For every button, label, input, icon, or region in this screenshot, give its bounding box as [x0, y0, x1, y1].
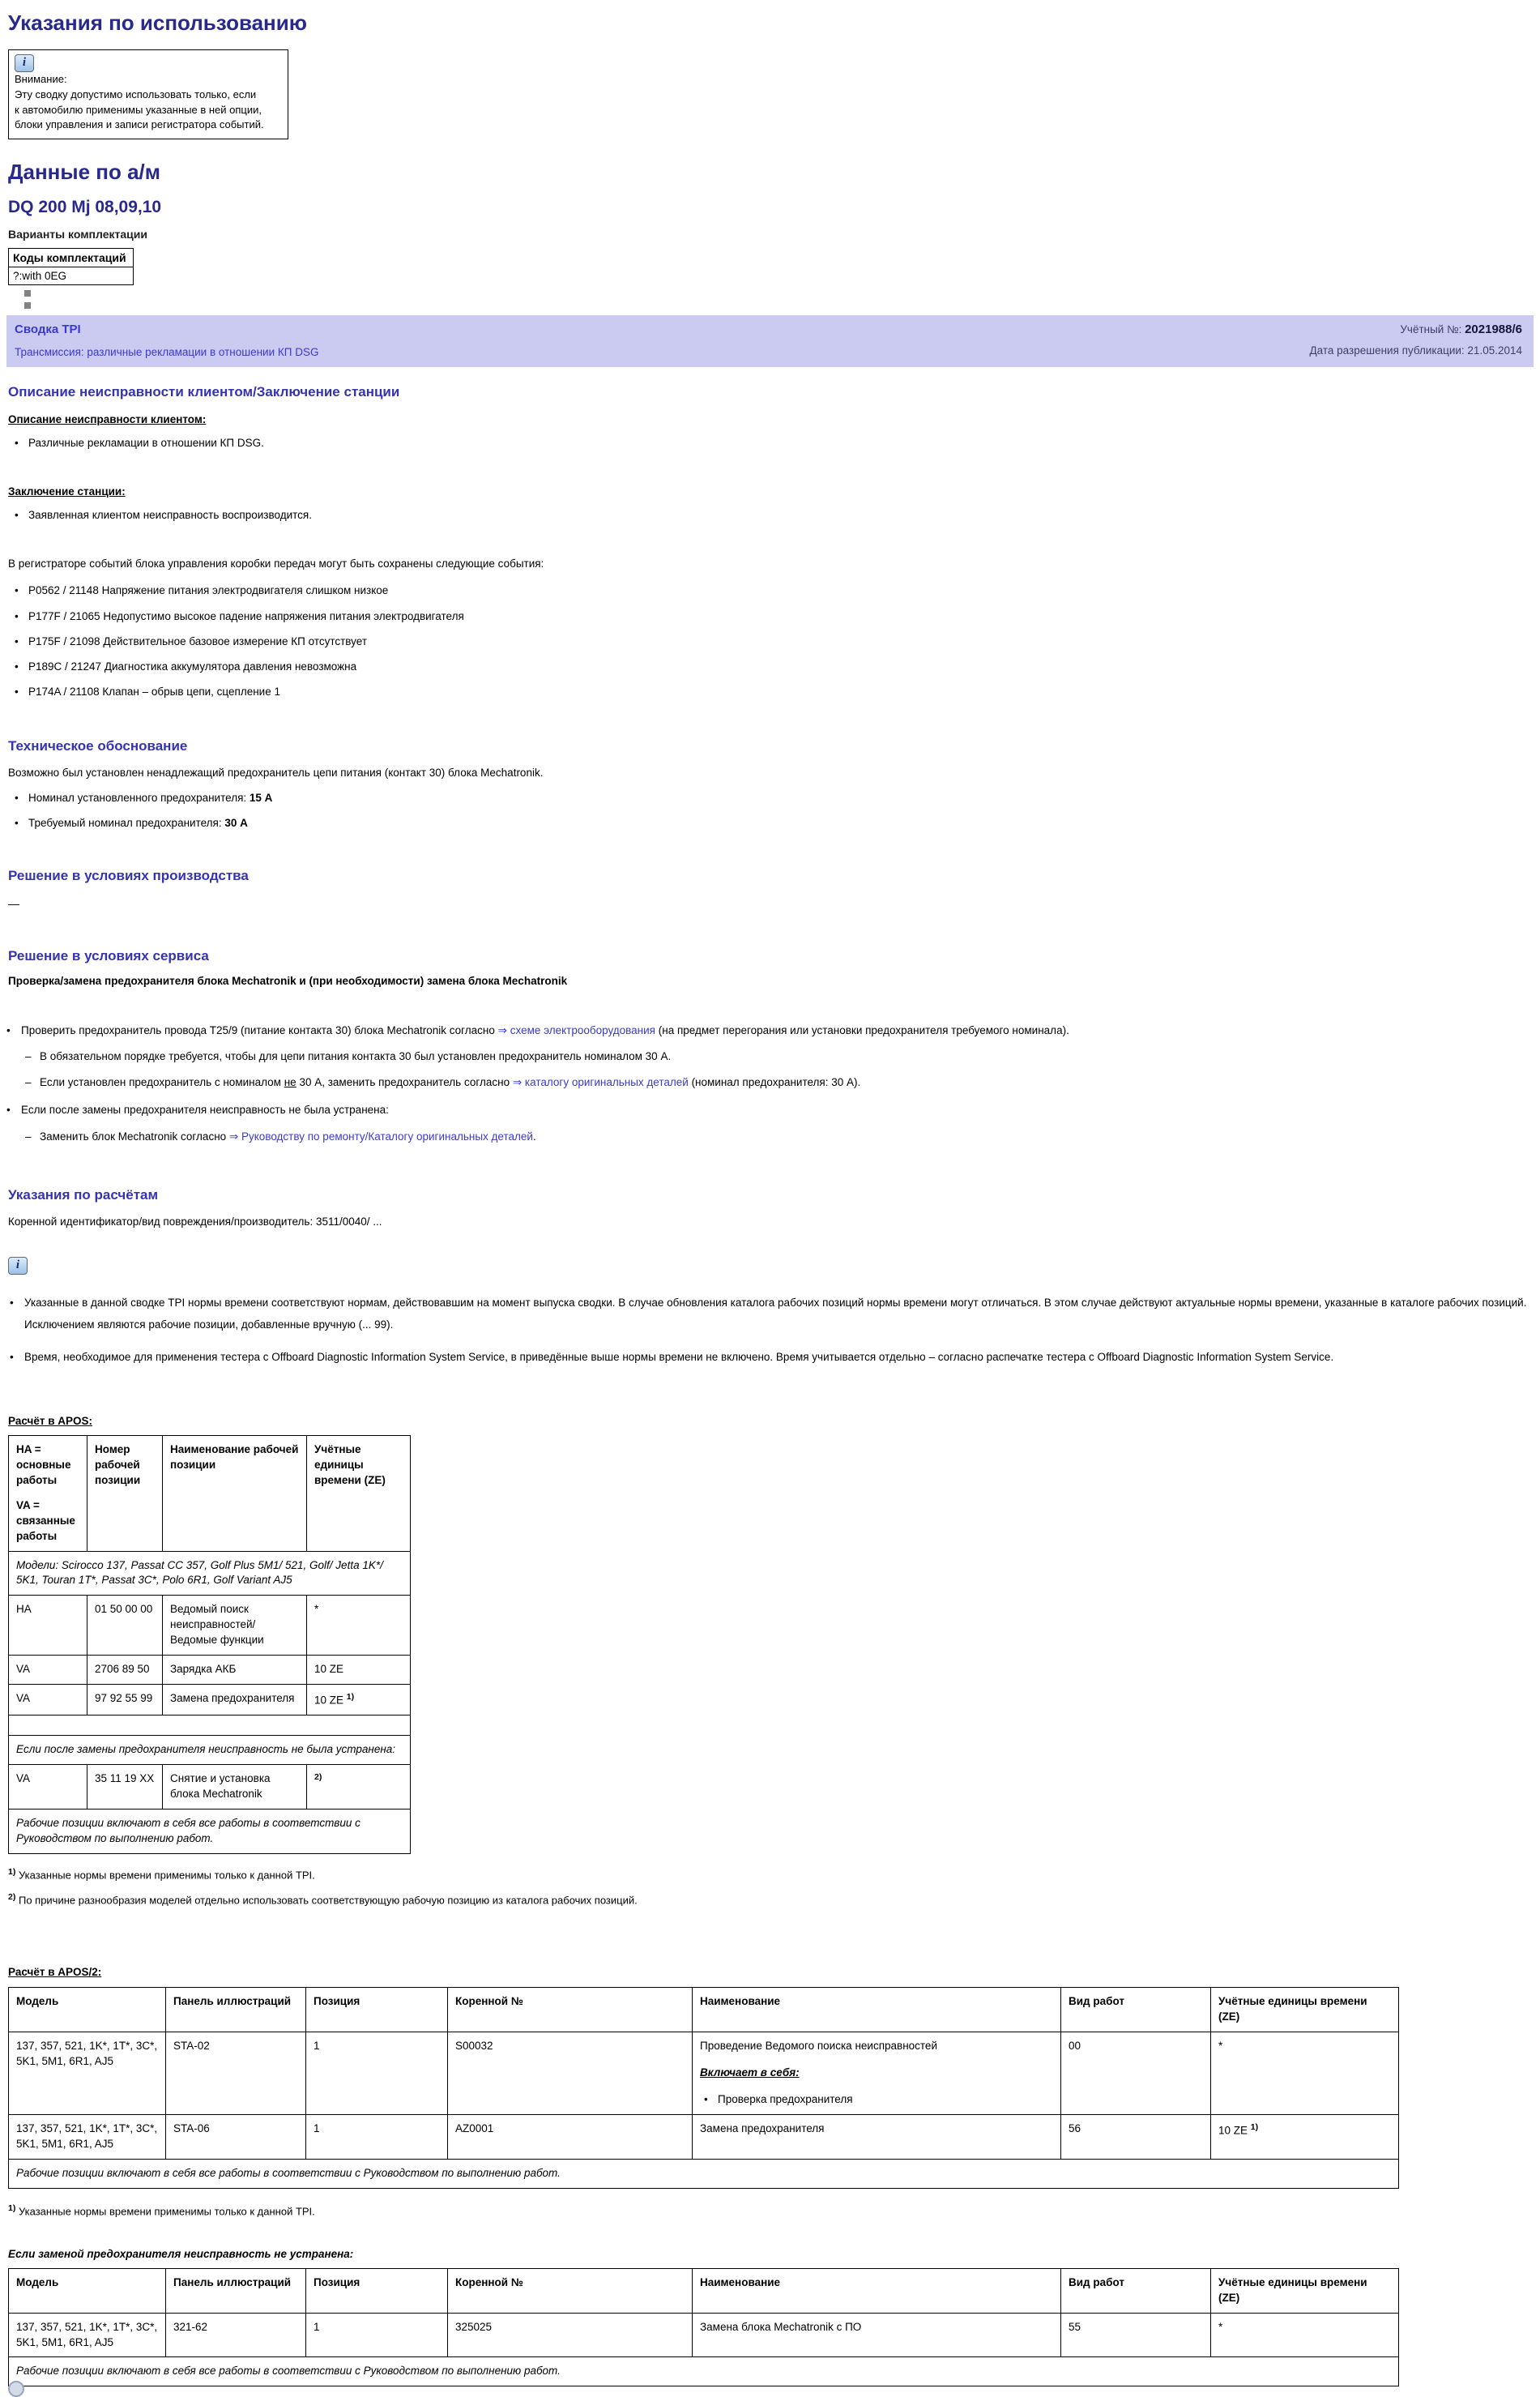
banner-left: [15, 323, 318, 358]
table-row: 137, 357, 521, 1K*, 1T*, 3C*, 5K1, 5M1, 6R1, AJ5 STA-02 1 S00032 Проведение Ведомого поиска неисправностей Включает в себя: • Проверка предохранителя 00 *: [9, 2032, 1399, 2115]
footnote: $^{1)}$ Указанные нормы времени применимы только к данной TPI.: [8, 1866, 315, 1882]
root-identifier-line: Коренной идентификатор/вид повреждения/производитель: 3511/0040/ ...: [8, 1216, 382, 1228]
service-step-item: • Если после замены предохранителя неисправность не была устранена:: [0, 1104, 1540, 1117]
models-row: Модели: Scirocco 137, Passat CC 357, Golf Plus 5M1/ 521, Golf/ Jetta 1K*/ 5K1, Touran 1T*, Passat 3C*, Polo 6R1, Golf Variant AJ5: [9, 1551, 411, 1596]
arrow-icon: ⇒: [228, 1130, 239, 1143]
table-row: VA 2706 89 50 Зарядка АКБ 10 ZE: [9, 1656, 411, 1685]
attention-text: блоки управления и записи регистратора событий.: [15, 118, 264, 131]
table-header-row: [9, 1988, 1399, 2032]
event-code-item: • P174A / 21108 Клапан – обрыв цепи, сцепление 1: [0, 686, 1540, 699]
bullet-item: • Различные рекламации в отношении КП DSG.: [0, 437, 1540, 450]
table-header-row: [9, 1436, 411, 1551]
underlined-not: не: [284, 1076, 296, 1089]
calc-note-item: • Время, необходимое для применения тестера с Offboard Diagnostic Information System Service, в приведённые выше нормы времени не включено. Время учитывается отдельно – согласно распечатке тестера с Offboard Diagnostic Information System Service.: [0, 1347, 1527, 1368]
section-complaint-title: Описание неисправности клиентом/Заключение станции: [8, 384, 400, 400]
includes-bullet: • Проверка предохранителя: [700, 2092, 1053, 2108]
fuse-required-item: • Требуемый номинал предохранителя: 30 А: [0, 817, 1540, 830]
banner-right: [1310, 323, 1522, 358]
col-model: Модель: [9, 2268, 166, 2313]
table-header-row: [9, 2268, 1399, 2313]
section-production-title: Решение в условиях производства: [8, 868, 249, 884]
fuse-installed-value: 15 А: [249, 791, 273, 804]
publication-date-line: Дата разрешения публикации: 21.05.2014: [1309, 344, 1522, 357]
codes-header: Коды комплектаций: [9, 249, 134, 267]
apos3-table: [8, 2268, 1399, 2386]
footnote-marker: 2): [314, 1772, 322, 1783]
condition-row: Если после замены предохранителя неисправность не была устранена:: [9, 1736, 411, 1765]
vehicle-data-title: Данные по а/м: [8, 160, 161, 185]
footnote: $^{2)}$ По причине разнообразия моделей отдельно использовать соответствующую рабочую позицию из каталога рабочих позиций.: [8, 1892, 638, 1907]
footnote-marker: 1): [346, 1691, 355, 1702]
table-row: 137, 357, 521, 1K*, 1T*, 3C*, 5K1, 5M1, 6R1, AJ5 STA-06 1 AZ0001 Замена предохранителя 56 10 ZE $^{1)}$: [9, 2114, 1399, 2159]
separator-row: [9, 1716, 411, 1736]
parts-catalog-link[interactable]: каталогу оригинальных деталей: [524, 1076, 689, 1089]
section-calc-title: Указания по расчётам: [8, 1186, 159, 1203]
table-row: VA 97 92 55 99 Замена предохранителя 10 ZE $^{1)}$: [9, 1684, 411, 1715]
arrow-icon: ⇒: [512, 1076, 523, 1089]
includes-row: Рабочие позиции включают в себя все работы в соответствии с Руководством по выполнению работ.: [9, 2159, 1399, 2188]
event-code-item: • P189C / 21247 Диагностика аккумулятора давления невозможна: [0, 660, 1540, 673]
fuse-installed-item: • Номинал установленного предохранителя: 15 А: [0, 792, 1540, 805]
event-code-item: • P175F / 21098 Действительное базовое измерение КП отсутствует: [0, 635, 1540, 648]
service-substep-item: – Заменить блок Mechatronik согласно ⇒ Руководству по ремонту/Каталогу оригинальных деталей.: [0, 1130, 1540, 1143]
col-time-units: Учётные единицы времени (ZE): [307, 1436, 411, 1551]
col-work-type: HA = основные работы VA = связанные работы: [9, 1436, 87, 1551]
col-position: Позиция: [306, 1988, 448, 2032]
event-code-item: • P0562 / 21148 Напряжение питания электродвигателя слишком низкое: [0, 584, 1540, 597]
apos-caption: Расчёт в APOS:: [8, 1415, 93, 1428]
section-technical-title: Техническое обоснование: [8, 738, 188, 754]
fuse-required-value: 30 А: [224, 817, 248, 830]
col-time-units: Учётные единицы времени (ZE): [1211, 1988, 1399, 2032]
bullet-item: • Заявленная клиентом неисправность воспроизводится.: [0, 509, 1540, 522]
col-work-kind: Вид работ: [1061, 2268, 1211, 2313]
info-icon: [8, 2381, 24, 2397]
apos-table: [8, 1435, 411, 1854]
banner-title: Сводка TPI: [15, 323, 81, 337]
col-position-name: Наименование рабочей позиции: [163, 1436, 307, 1551]
gearbox-model-title: DQ 200 Mj 08,09,10: [8, 198, 162, 217]
footnote: $^{1)}$ Указанные нормы времени применимы только к данной TPI.: [8, 2203, 315, 2217]
service-step-item: • Проверить предохранитель провода T25/9 (питание контакта 30) блока Mechatronik согласно ⇒ схеме электрооборудования (на предмет перегорания или установки предохранителя требуемого номинала).: [0, 1024, 1540, 1037]
attention-text: Эту сводку допустимо использовать только, если: [15, 88, 257, 100]
col-root-number: Коренной №: [448, 1988, 693, 2032]
account-number-label: Учётный №:: [1400, 323, 1462, 336]
codes-value: ?:with 0EG: [9, 267, 134, 285]
col-illustration-panel: Панель иллюстраций: [166, 1988, 306, 2032]
service-subtitle: Проверка/замена предохранителя блока Mechatronik и (при необходимости) замена блока Mechatronik: [8, 974, 568, 987]
info-icon: i: [15, 54, 34, 72]
col-time-units: Учётные единицы времени (ZE): [1211, 2268, 1399, 2313]
production-content: —: [8, 897, 19, 910]
col-position: Позиция: [306, 2268, 448, 2313]
table-row: HA 01 50 00 00 Ведомый поиск неисправностей/Ведомые функции *: [9, 1596, 411, 1656]
col-model: Модель: [9, 1988, 166, 2032]
banner-subtitle: Трансмиссия: различные рекламации в отношении КП DSG: [15, 346, 319, 359]
event-code-item: • P177F / 21065 Недопустимо высокое падение напряжения питания электродвигателя: [0, 610, 1540, 623]
footnote-marker: 1): [1250, 2121, 1259, 2132]
section-service-title: Решение в условиях сервиса: [8, 948, 209, 964]
technical-intro: Возможно был установлен ненадлежащий предохранитель цепи питания (контакт 30) блока Mechatronik.: [8, 766, 544, 779]
service-substep-item: – В обязательном порядке требуется, чтобы для цепи питания контакта 30 был установлен предохранитель номиналом 30 А.: [0, 1050, 1540, 1063]
station-conclusion-label: Заключение станции:: [8, 485, 126, 498]
tpi-banner: [6, 315, 1534, 367]
col-work-kind: Вид работ: [1061, 1988, 1211, 2032]
col-name: Наименование: [693, 1988, 1061, 2032]
table-row: 137, 357, 521, 1K*, 1T*, 3C*, 5K1, 5M1, 6R1, AJ5 321-62 1 325025 Замена блока Mechatronik с ПО 55 *: [9, 2313, 1399, 2357]
equipment-codes-table: [8, 248, 134, 285]
apos3-intro: Если заменой предохранителя неисправность не устранена:: [8, 2247, 354, 2260]
wiring-diagram-link[interactable]: схеме электрооборудования: [510, 1023, 655, 1036]
bullet-square-icon: [24, 302, 31, 309]
apos2-caption: Расчёт в APOS/2:: [8, 1966, 102, 1979]
col-position-number: Номер рабочей позиции: [87, 1436, 163, 1551]
col-root-number: Коренной №: [448, 2268, 693, 2313]
attention-text: к автомобилю применимы указанные в ней опции,: [15, 103, 262, 116]
page-title: Указания по использованию: [8, 11, 307, 35]
includes-label: Включает в себя:: [700, 2066, 800, 2079]
bullet-square-icon: [24, 290, 31, 297]
info-icon: i: [8, 1257, 28, 1275]
attention-box: [8, 49, 288, 139]
service-substep-item: – Если установлен предохранитель с номиналом не 30 А, заменить предохранитель согласно ⇒ каталогу оригинальных деталей (номинал предохранителя: 30 А).: [0, 1076, 1540, 1089]
calc-note-item: • Указанные в данной сводке TPI нормы времени соответствуют нормам, действовавшим на момент выпуска сводки. В случае обновления каталога рабочих позиций нормы времени могут отличаться. В этом случае действуют актуальные нормы времени, указанные в каталоге рабочих позиций. Исключением являются рабочие позиции, добавленные вручную (... 99).: [0, 1292, 1527, 1335]
variants-label: Варианты комплектации: [8, 228, 147, 241]
events-intro: В регистраторе событий блока управления коробки передач могут быть сохранены следующие события:: [8, 558, 544, 570]
apos2-table: [8, 1987, 1399, 2188]
account-number-value: 2021988/6: [1465, 323, 1522, 337]
repair-manual-link[interactable]: Руководству по ремонту/Каталогу оригинальных деталей: [241, 1130, 533, 1143]
arrow-icon: ⇒: [497, 1023, 507, 1036]
attention-label: Внимание:: [15, 72, 67, 85]
col-illustration-panel: Панель иллюстраций: [166, 2268, 306, 2313]
customer-description-label: Описание неисправности клиентом:: [8, 412, 207, 425]
col-name: Наименование: [693, 2268, 1061, 2313]
includes-row: Рабочие позиции включают в себя все работы в соответствии с Руководством по выполнению работ.: [9, 2357, 1399, 2386]
account-number-line: [1310, 323, 1522, 336]
table-row: VA 35 11 19 XX Снятие и установка блока Mechatronik $^{2)}$: [9, 1765, 411, 1810]
includes-row: Рабочие позиции включают в себя все работы в соответствии с Руководством по выполнению работ.: [9, 1810, 411, 1854]
